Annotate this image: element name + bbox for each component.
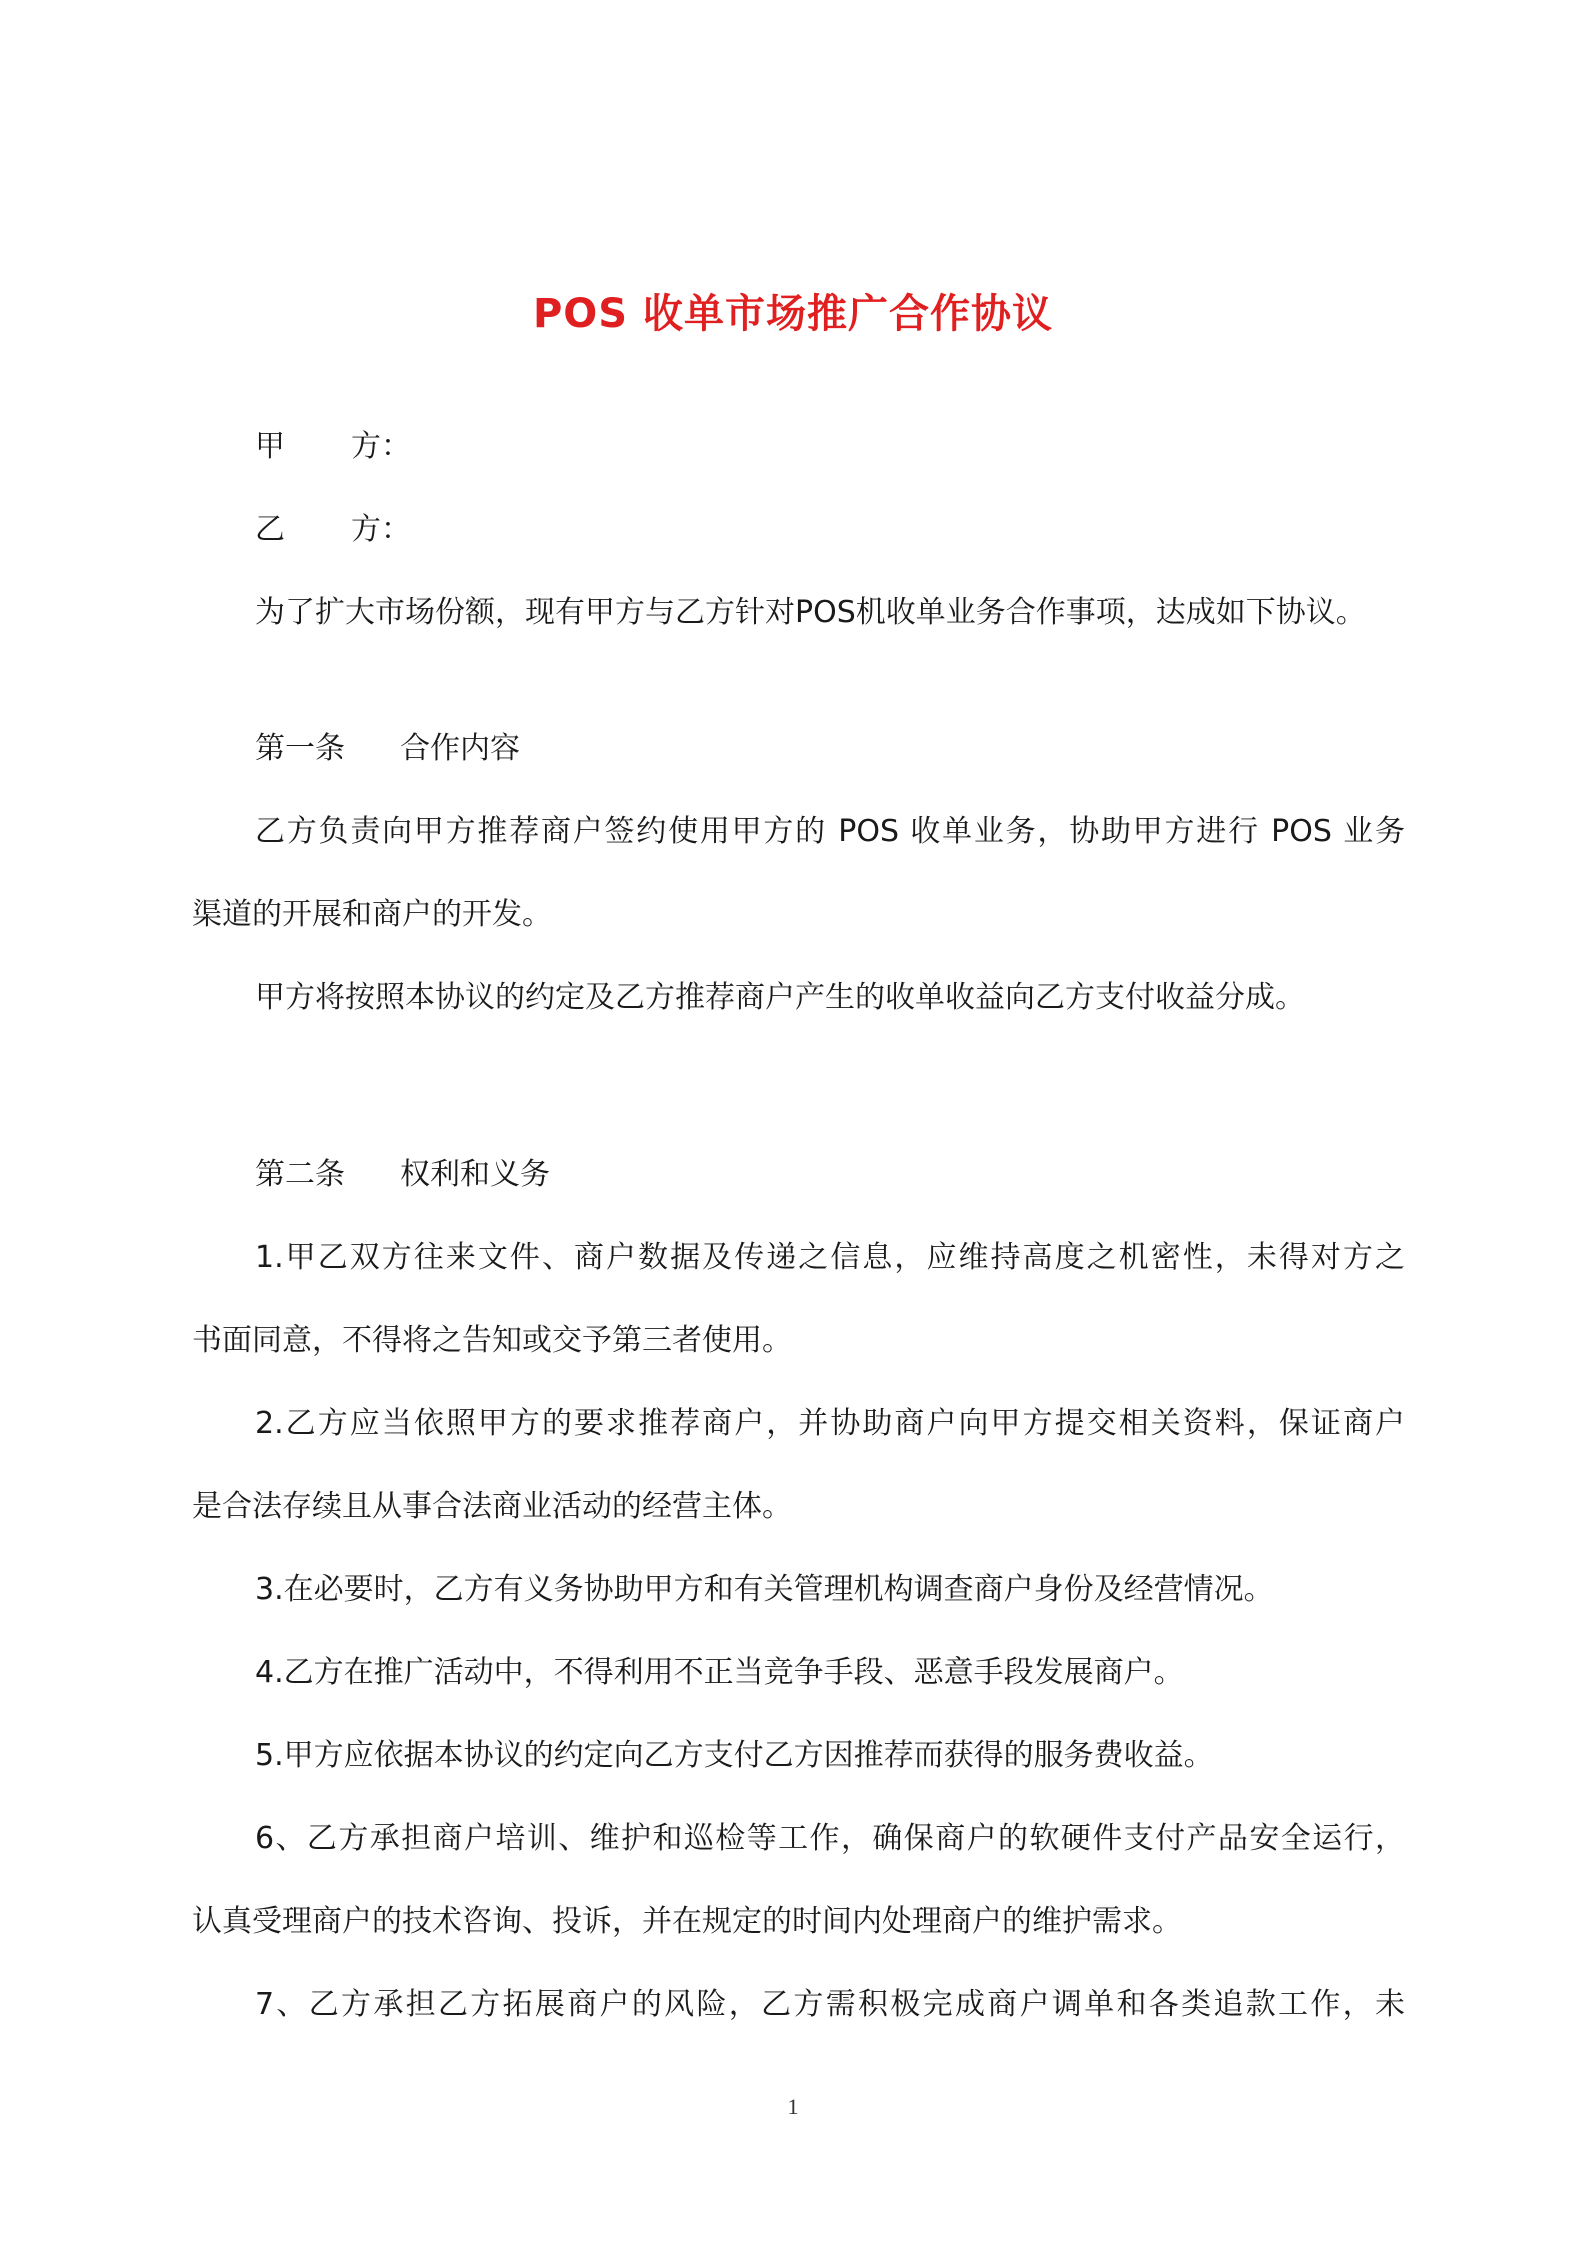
party-a-suffix: 方： <box>351 429 411 464</box>
intro-paragraph: 为了扩大市场份额，现有甲方与乙方针对POS机收单业务合作事项，达成如下协议。 <box>255 595 1366 630</box>
page-number: 1 <box>787 2094 799 2119</box>
article1-paragraph2: 甲方将按照本协议的约定及乙方推荐商户产生的收单收益向乙方支付收益分成。 <box>255 980 1305 1015</box>
article2-item6-line2: 认真受理商户的技术咨询、投诉，并在规定的时间内处理商户的维护需求。 <box>192 1904 1182 1939</box>
article2-item6-line1: 6、乙方承担商户培训、维护和巡检等工作，确保商户的软硬件支付产品安全运行， <box>255 1821 1405 1856</box>
article2-item3: 3.在必要时，乙方有义务协助甲方和有关管理机构调查商户身份及经营情况。 <box>255 1572 1274 1607</box>
article1-paragraph1-line2: 渠道的开展和商户的开发。 <box>192 897 552 932</box>
article1-title: 合作内容 <box>400 731 520 766</box>
article2-title: 权利和义务 <box>400 1157 550 1192</box>
article2-item2-line1: 2.乙方应当依照甲方的要求推荐商户，并协助商户向甲方提交相关资料，保证商户 <box>255 1406 1405 1441</box>
article1-number: 第一条 <box>255 731 345 766</box>
party-a-line <box>255 427 411 467</box>
article1-paragraph1-line1: 乙方负责向甲方推荐商户签约使用甲方的 POS 收单业务，协助甲方进行 POS 业务 <box>255 814 1405 849</box>
article1-heading <box>255 729 520 769</box>
article2-heading <box>255 1155 550 1195</box>
party-b-suffix: 方： <box>351 512 411 547</box>
document-title: POS 收单市场推广合作协议 <box>532 291 1054 337</box>
party-a-label: 甲 <box>255 429 285 464</box>
party-b-line <box>255 510 411 550</box>
article2-item4: 4.乙方在推广活动中，不得利用不正当竞争手段、恶意手段发展商户。 <box>255 1655 1184 1690</box>
article2-item5: 5.甲方应依据本协议的约定向乙方支付乙方因推荐而获得的服务费收益。 <box>255 1738 1214 1773</box>
article2-item7-line1: 7、乙方承担乙方拓展商户的风险，乙方需积极完成商户调单和各类追款工作，未 <box>255 1987 1405 2022</box>
article2-item2-line2: 是合法存续且从事合法商业活动的经营主体。 <box>192 1489 792 1524</box>
party-b-label: 乙 <box>255 512 285 547</box>
article2-item1-line1: 1.甲乙双方往来文件、商户数据及传递之信息，应维持高度之机密性，未得对方之 <box>255 1240 1405 1275</box>
article2-number: 第二条 <box>255 1157 345 1192</box>
article2-item1-line2: 书面同意，不得将之告知或交予第三者使用。 <box>192 1323 792 1358</box>
